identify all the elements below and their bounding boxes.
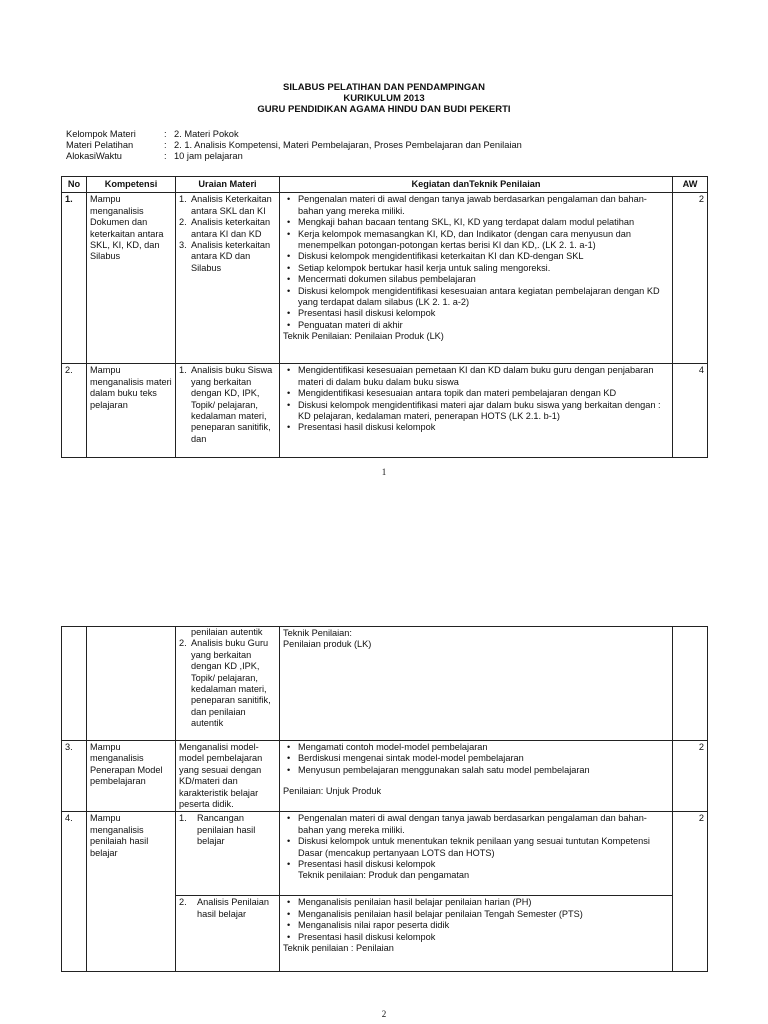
table-row: [62, 812, 708, 896]
row-no: 4.: [62, 812, 87, 972]
row-kegiatan: [280, 193, 673, 364]
table-row: [62, 193, 708, 364]
teknik-penilaian-label: Teknik Penilaian:: [283, 628, 352, 638]
list-item: 1. Analisis Keterkaitan antara SKL dan KI: [179, 194, 272, 216]
row-aw: 2: [673, 812, 708, 972]
list-item: • Menganalisis nilai rapor peserta didik: [283, 920, 669, 931]
meta-label: Materi Pelatihan: [66, 140, 134, 150]
row-aw: 4: [673, 364, 708, 458]
page-number: 2: [381, 1009, 387, 1019]
meta-sep: :: [164, 129, 167, 139]
uraian-list: [179, 365, 276, 445]
list-item: 2. Analisis buku Guru yang berkaitan dengan KD ,IPK, Topik/ pelajaran, kedalaman materi, peneparan sanitifik, dan penilaian autentik: [179, 638, 271, 729]
list-item: 2. Analisis Penilaian hasil belajar: [179, 897, 270, 919]
list-item: • Pengenalan materi di awal dengan tanya jawab berdasarkan pengalaman dan bahan-bahan yang mereka miliki.: [283, 194, 669, 217]
meta-sep: :: [164, 151, 167, 161]
teknik-penilaian: Teknik Penilaian: Penilaian Produk (LK): [283, 331, 444, 342]
list-item: • Diskusi kelompok mengidentifikasi materi ajar dalam buku siswa yang berkaitan dengan : KD pelajaran, kedalaman materi, penerapan HOTS (LK 2.1. b-1): [283, 400, 669, 423]
syllabus-table-page1: [61, 176, 708, 458]
uraian-list: [179, 194, 276, 274]
header-no: No: [62, 177, 87, 193]
row-kompetensi: Mampu menganalisis penilaiah hasil belajar: [87, 812, 176, 972]
meta-sep: :: [164, 140, 167, 150]
list-item: • Berdiskusi mengenai sintak model-model pembelajaran: [283, 753, 669, 764]
row-kompetensi: Mampu menganalisis Penerapan Model pembelajaran: [87, 741, 176, 812]
kegiatan-list: [283, 194, 669, 331]
table-row: [62, 741, 708, 812]
teknik-penilaian: Penilaian: Unjuk Produk: [283, 786, 382, 797]
meta-alokasi: [66, 151, 243, 162]
list-item: • Presentasi hasil diskusi kelompok: [283, 308, 669, 319]
list-item: • Presentasi hasil diskusi kelompok: [283, 422, 669, 433]
document-title: SILABUS PELATIHAN DAN PENDAMPINGAN: [283, 82, 485, 93]
list-item: 1. Analisis buku Siswa yang berkaitan dengan KD, IPK, Topik/ pelajaran, kedalaman materi, peneparan sanitifik, dan: [179, 365, 273, 444]
table-header-row: [62, 177, 708, 193]
list-item: • Pengenalan materi di awal dengan tanya jawab berdasarkan pengalaman dan bahan-bahan yang mereka miliki.: [283, 813, 669, 836]
list-item: • Mengamati contoh model-model pembelajaran: [283, 742, 669, 753]
row-aw: [673, 627, 708, 741]
list-item: • Mencermati dokumen silabus pembelajaran: [283, 274, 669, 285]
row-uraian: [176, 896, 280, 972]
list-item: • Setiap kelompok bertukar hasil kerja untuk saling mengoreksi.: [283, 263, 669, 274]
list-item: • Kerja kelompok memasangkan KI, KD, dan Indikator (dengan cara menyusun dan menempelkan potongan-potongan kertas berisi KI dan KD,. (LK 2. 1. a-1): [283, 229, 669, 252]
page-number: 1: [381, 467, 387, 477]
meta-kelompok: [66, 129, 239, 140]
table-row: [62, 627, 708, 741]
list-item: • Mengkaji bahan bacaan tentang SKL, KI, KD yang terdapat dalam modul pelatihan: [283, 217, 669, 228]
row-uraian: [176, 364, 280, 458]
row-kompetensi: [87, 627, 176, 741]
header-kompetensi: Kompetensi: [87, 177, 176, 193]
header-aw: AW: [673, 177, 708, 193]
list-item: • Diskusi kelompok untuk menentukan teknik penilaan yang sesuai tuntutan Kompetensi Dasar (mencakup pertanyaan LOTS dan HOTS): [283, 836, 669, 859]
teknik-penilaian-value: Penilaian produk (LK): [283, 639, 372, 650]
list-item: • Diskusi kelompok mengidentifikasi kesesuaian antara kegiatan pembelajaran dengan KD yang terdapat dalam silabus (LK 2. 1. a-2): [283, 286, 669, 309]
list-item: 1. Rancangan penilaian hasil belajar: [179, 813, 256, 847]
list-item: • Menyusun pembelajaran menggunakan salah satu model pembelajaran: [283, 765, 669, 776]
uraian-list: [179, 638, 276, 729]
meta-value: 10 jam pelajaran: [174, 151, 243, 161]
list-item: • Diskusi kelompok mengidentifikasi keterkaitan KI dan KD-dengan SKL: [283, 251, 669, 262]
uraian-continuation: penilaian autentik: [191, 627, 263, 637]
row-kompetensi: Mampu menganalisis Dokumen dan keterkaitan antara SKL, KI, KD, dan Silabus: [87, 193, 176, 364]
syllabus-table-page2: [61, 626, 708, 972]
row-uraian: [176, 193, 280, 364]
header-kegiatan: Kegiatan danTeknik Penilaian: [280, 177, 673, 193]
row-kompetensi: Mampu menganalisis materi dalam buku teks pelajaran: [87, 364, 176, 458]
list-item: • Menganalisis penilaian hasil belajar penilaian Tengah Semester (PTS): [283, 909, 669, 920]
row-no: 2.: [62, 364, 87, 458]
teknik-penilaian: Teknik penilaian: Produk dan pengamatan: [298, 870, 470, 881]
document-subtitle-2: GURU PENDIDIKAN AGAMA HINDU DAN BUDI PEKERTI: [257, 104, 511, 115]
list-item: • Mengidentifikasi kesesuaian antara topik dan materi pembelajaran dengan KD: [283, 388, 669, 399]
row-kegiatan: [280, 364, 673, 458]
list-item: • Presentasi hasil diskusi kelompok: [283, 859, 669, 870]
row-aw: 2: [673, 741, 708, 812]
kegiatan-list: [283, 365, 669, 433]
meta-label: Kelompok Materi: [66, 129, 136, 139]
meta-value: 2. 1. Analisis Kompetensi, Materi Pembelajaran, Proses Pembelajaran dan Penilaian: [174, 140, 522, 150]
meta-materi: [66, 140, 522, 151]
kegiatan-list: [283, 742, 669, 776]
table-row: [62, 364, 708, 458]
list-item: • Presentasi hasil diskusi kelompok: [283, 932, 669, 943]
row-uraian: [176, 812, 280, 896]
list-item: 3. Analisis keterkaitan antara KD dan Silabus: [179, 240, 271, 273]
row-kegiatan: [280, 741, 673, 812]
row-no: 3.: [62, 741, 87, 812]
row-kegiatan: [280, 896, 673, 972]
row-kegiatan: [280, 627, 673, 741]
kegiatan-list: [283, 813, 669, 870]
list-item: • Menganalisis penilaian hasil belajar penilaian harian (PH): [283, 897, 669, 908]
teknik-penilaian: Teknik penilaian : Penilaian: [283, 943, 394, 954]
kegiatan-list: [283, 897, 669, 943]
meta-label: AlokasiWaktu: [66, 151, 122, 161]
header-uraian: Uraian Materi: [176, 177, 280, 193]
meta-value: 2. Materi Pokok: [174, 129, 239, 139]
row-uraian: [176, 627, 280, 741]
list-item: • Penguatan materi di akhir: [283, 320, 669, 331]
list-item: 2. Analisis keterkaitan antara KI dan KD: [179, 217, 271, 239]
row-kegiatan: [280, 812, 673, 896]
row-no: 1.: [62, 193, 87, 364]
row-aw: 2: [673, 193, 708, 364]
row-no: [62, 627, 87, 741]
row-uraian: Menganalisi model-model pembelajaran yang sesuai dengan KD/materi dan karakteristik belajar peserta didik.: [176, 741, 280, 812]
list-item: • Mengidentifikasi kesesuaian pemetaan KI dan KD dalam buku guru dengan penjabaran materi di dalam buku dalam buku siswa: [283, 365, 669, 388]
document-subtitle: KURIKULUM 2013: [343, 93, 425, 104]
